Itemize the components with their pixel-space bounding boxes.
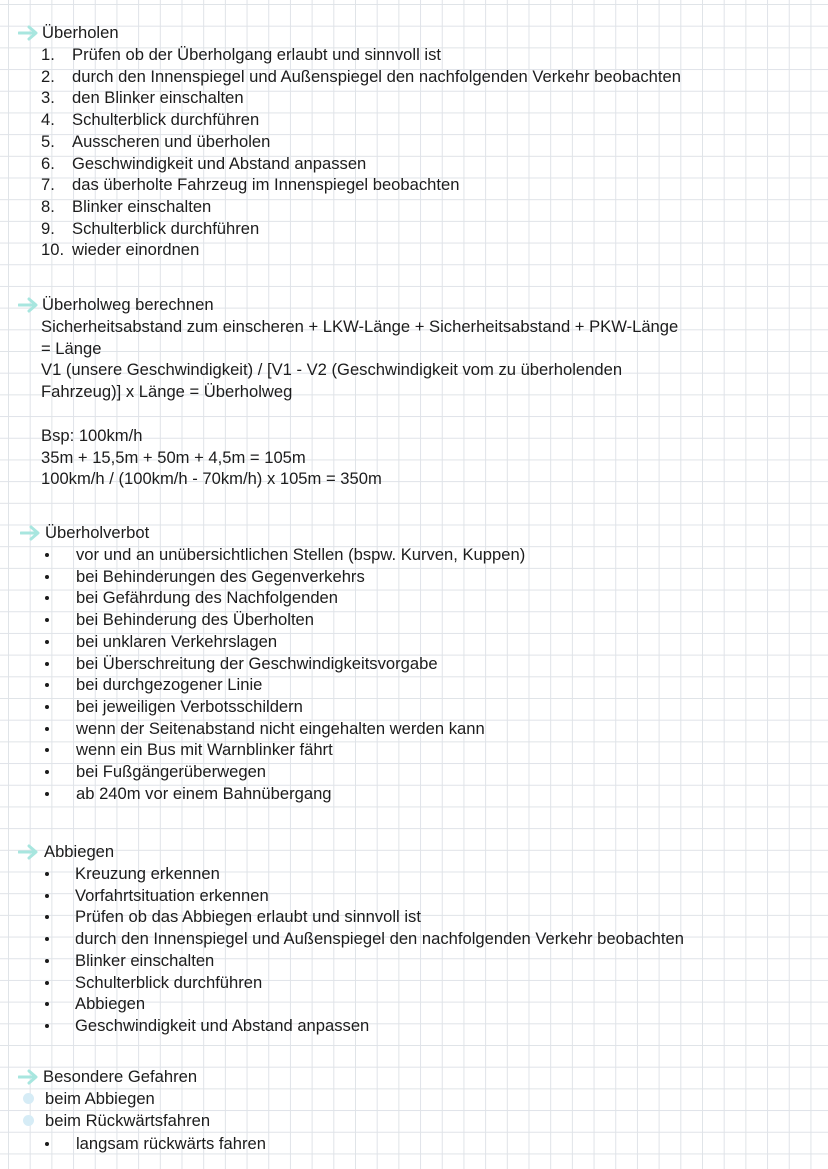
bullet-icon	[45, 662, 49, 666]
arrow-right-icon	[18, 297, 40, 313]
bullet-icon	[45, 915, 49, 919]
list-item: 5. Ausscheren und überholen	[41, 131, 271, 151]
section-title: Besondere Gefahren	[43, 1067, 198, 1086]
text-line: 35m + 15,5m + 50m + 4,5m = 105m	[41, 447, 306, 467]
list-item: 10. wieder einordnen	[41, 240, 200, 260]
list-item: Kreuzung erkennen	[75, 864, 220, 883]
bullet-icon	[45, 1002, 49, 1006]
bullet-icon	[45, 553, 49, 557]
arrow-right-icon	[18, 25, 40, 41]
list-item: langsam rückwärts fahren	[76, 1134, 266, 1153]
list-item: bei Behinderungen des Gegenverkehrs	[76, 566, 365, 586]
list-item: Geschwindigkeit und Abstand anpassen	[75, 1015, 370, 1035]
bullet-icon	[45, 748, 49, 752]
list-item: vor und an unübersichtlichen Stellen (bspw. Kurven, Kuppen)	[76, 545, 526, 564]
section-title: Überholverbot	[45, 523, 150, 542]
circle-dot-icon	[23, 1115, 34, 1126]
bullet-icon	[45, 596, 49, 600]
list-item: wenn ein Bus mit Warnblinker fährt	[76, 740, 333, 760]
list-item: Abbiegen	[75, 994, 146, 1014]
list-item: durch den Innenspiegel und Außenspiegel den nachfolgenden Verkehr beobachten	[75, 929, 684, 949]
list-item: beim Abbiegen	[45, 1089, 155, 1108]
list-item: Prüfen ob das Abbiegen erlaubt und sinnvoll ist	[75, 907, 421, 927]
bullet-icon	[45, 705, 49, 709]
text-line: 100km/h / (100km/h - 70km/h) x 105m = 350m	[41, 469, 382, 489]
bullet-icon	[45, 1024, 49, 1028]
text-line: Fahrzeug)] x Länge = Überholweg	[41, 382, 293, 402]
bullet-icon	[45, 1142, 49, 1146]
list-item: beim Rückwärtsfahren	[45, 1110, 211, 1130]
section-title: Abbiegen	[44, 842, 115, 861]
arrow-right-icon	[18, 1069, 40, 1085]
bullet-icon	[45, 770, 49, 774]
list-item: 2. durch den Innenspiegel und Außenspiegel den nachfolgenden Verkehr beobachten	[41, 66, 681, 86]
list-item: 3. den Blinker einschalten	[41, 88, 244, 108]
bullet-icon	[45, 937, 49, 941]
bullet-icon	[45, 640, 49, 644]
bullet-icon	[45, 727, 49, 731]
bullet-icon	[45, 792, 49, 796]
list-item: 1. Prüfen ob der Überholgang erlaubt und sinnvoll ist	[41, 45, 441, 64]
arrow-right-icon	[20, 525, 42, 541]
text-line: V1 (unsere Geschwindigkeit) / [V1 - V2 (Geschwindigkeit vom zu überholenden	[41, 360, 623, 380]
list-item: bei Überschreitung der Geschwindigkeitsvorgabe	[76, 653, 438, 673]
bullet-icon	[45, 872, 49, 876]
bullet-icon	[45, 981, 49, 985]
list-item: 9. Schulterblick durchführen	[41, 218, 260, 238]
list-item: Schulterblick durchführen	[75, 972, 263, 992]
list-item: 4. Schulterblick durchführen	[41, 110, 260, 130]
bullet-icon	[45, 894, 49, 898]
list-item: bei durchgezogener Linie	[76, 675, 263, 695]
bullet-icon	[45, 683, 49, 687]
list-item: bei Gefährdung des Nachfolgenden	[76, 588, 339, 608]
list-item: Blinker einschalten	[75, 950, 215, 970]
list-item: 8. Blinker einschalten	[41, 196, 212, 216]
section-title: Überholweg berechnen	[42, 295, 214, 314]
text-line: = Länge	[41, 338, 102, 358]
list-item: bei Behinderung des Überholten	[76, 610, 315, 630]
arrow-right-icon	[18, 844, 40, 860]
bullet-icon	[45, 959, 49, 963]
text-line: Sicherheitsabstand zum einscheren + LKW-Länge + Sicherheitsabstand + PKW-Länge	[41, 317, 679, 336]
list-item: 6. Geschwindigkeit und Abstand anpassen	[41, 153, 367, 173]
list-item: ab 240m vor einem Bahnübergang	[76, 783, 332, 803]
list-item: bei jeweiligen Verbotsschildern	[76, 696, 303, 716]
bullet-icon	[45, 618, 49, 622]
text-line: Bsp: 100km/h	[41, 426, 143, 445]
bullet-icon	[45, 575, 49, 579]
list-item: bei Fußgängerüberwegen	[76, 762, 267, 781]
section-title: Überholen	[42, 23, 119, 42]
circle-dot-icon	[23, 1093, 34, 1104]
list-item: bei unklaren Verkehrslagen	[76, 631, 278, 651]
list-item: 7. das überholte Fahrzeug im Innenspiegel beobachten	[41, 175, 460, 195]
list-item: Vorfahrtsituation erkennen	[75, 885, 269, 905]
list-item: wenn der Seitenabstand nicht eingehalten werden kann	[76, 718, 485, 738]
